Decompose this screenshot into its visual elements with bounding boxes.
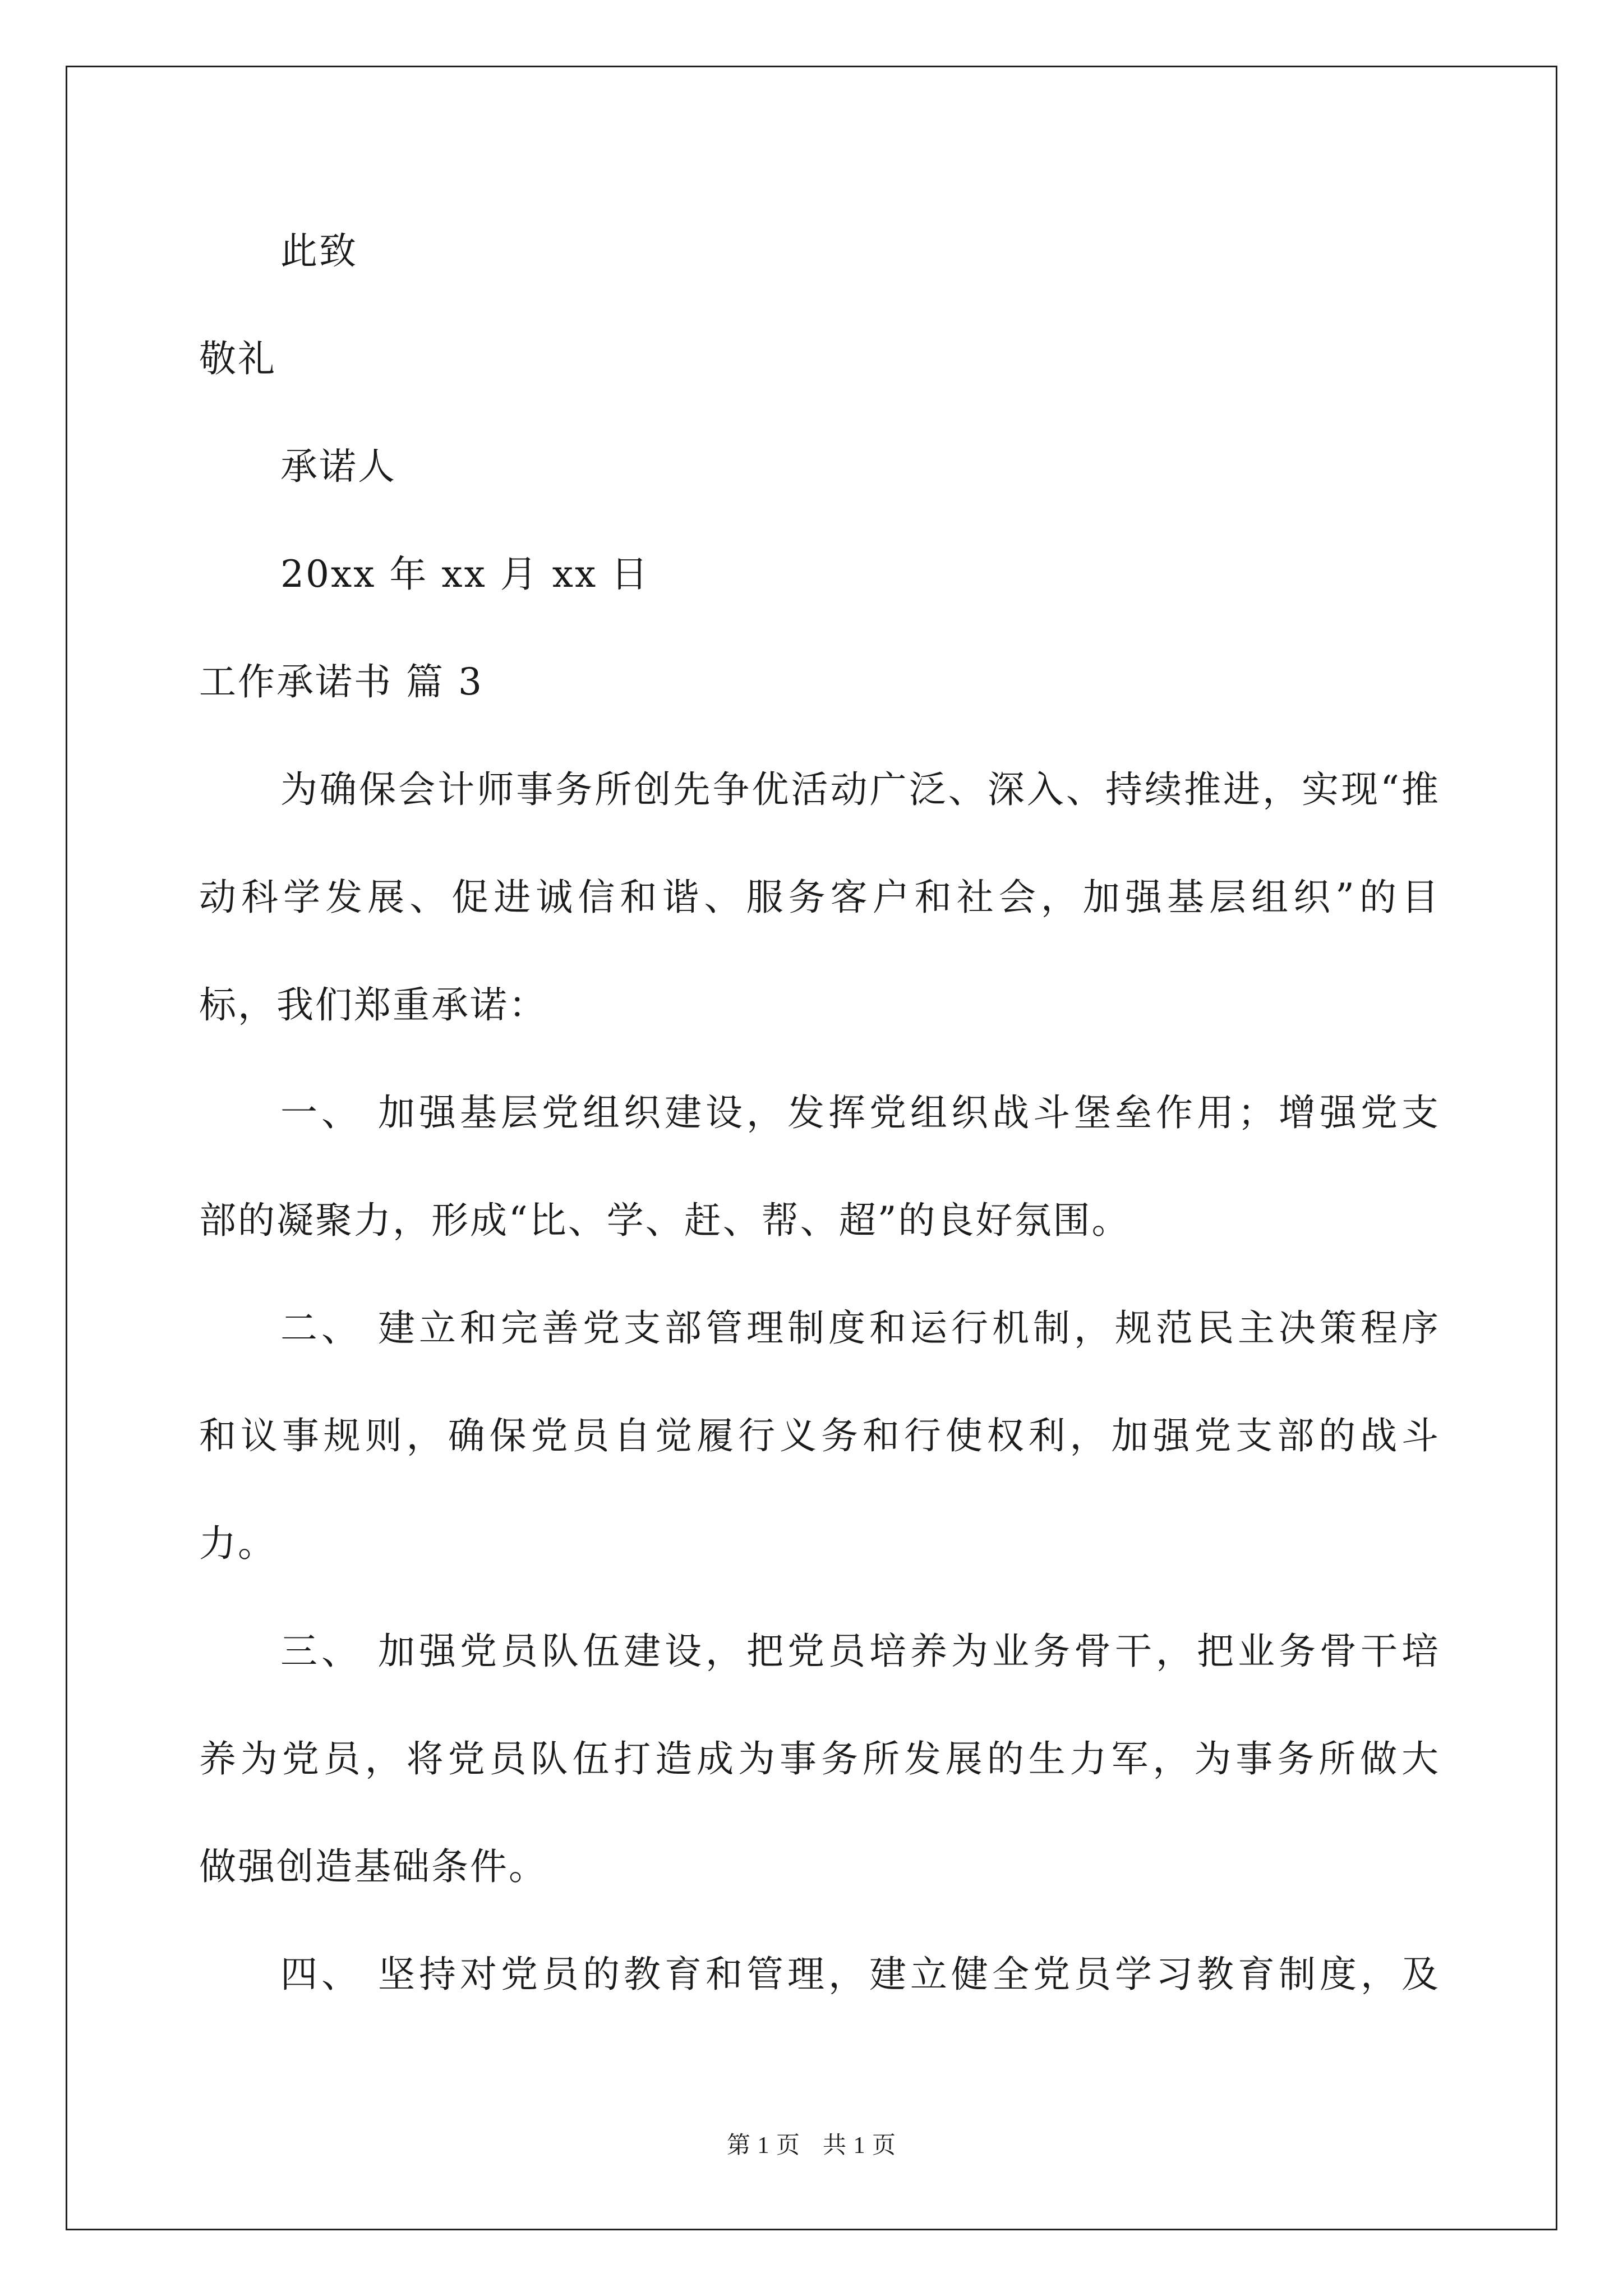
salutation-text: 此致 (280, 229, 358, 273)
commitment-item-2: 二、 建立和完善党支部管理制度和运行机制，规范民主决策程序 (280, 1306, 1438, 1350)
signature-date: 20xx 年 xx 月 xx 日 (280, 553, 650, 596)
regards-text: 敬礼 (199, 337, 276, 380)
section-heading: 工作承诺书 篇 3 (199, 660, 483, 703)
page-border (66, 66, 1557, 2230)
page-number: 第 1 页 (726, 2133, 800, 2159)
commitment-item-1: 一、 加强基层党组织建设，发挥党组织战斗堡垒作用；增强党支 (280, 1091, 1438, 1134)
body-line: 标，我们郑重承诺： (199, 983, 547, 1027)
body-line: 和议事规则，确保党员自觉履行义务和行使权利，加强党支部的战斗 (199, 1414, 1438, 1457)
commitment-item-4: 四、 坚持对党员的教育和管理，建立健全党员学习教育制度，及 (280, 1953, 1438, 1996)
body-line: 动科学发展、促进诚信和谐、服务客户和社会，加强基层组织”的目 (199, 876, 1438, 919)
body-line: 力。 (199, 1522, 276, 1565)
signer-label: 承诺人 (280, 445, 396, 488)
body-line: 养为党员，将党员队伍打造成为事务所发展的生力军，为事务所做大 (199, 1737, 1438, 1780)
page-total: 共 1 页 (823, 2133, 897, 2159)
commitment-item-3: 三、 加强党员队伍建设，把党员培养为业务骨干，把业务骨干培 (280, 1630, 1438, 1673)
body-line: 部的凝聚力，形成“比、学、赶、帮、超”的良好氛围。 (199, 1199, 1131, 1242)
body-line: 做强创造基础条件。 (199, 1845, 547, 1888)
body-line: 为确保会计师事务所创先争优活动广泛、深入、持续推进，实现“推 (280, 768, 1438, 811)
page-footer (0, 2132, 1623, 2160)
